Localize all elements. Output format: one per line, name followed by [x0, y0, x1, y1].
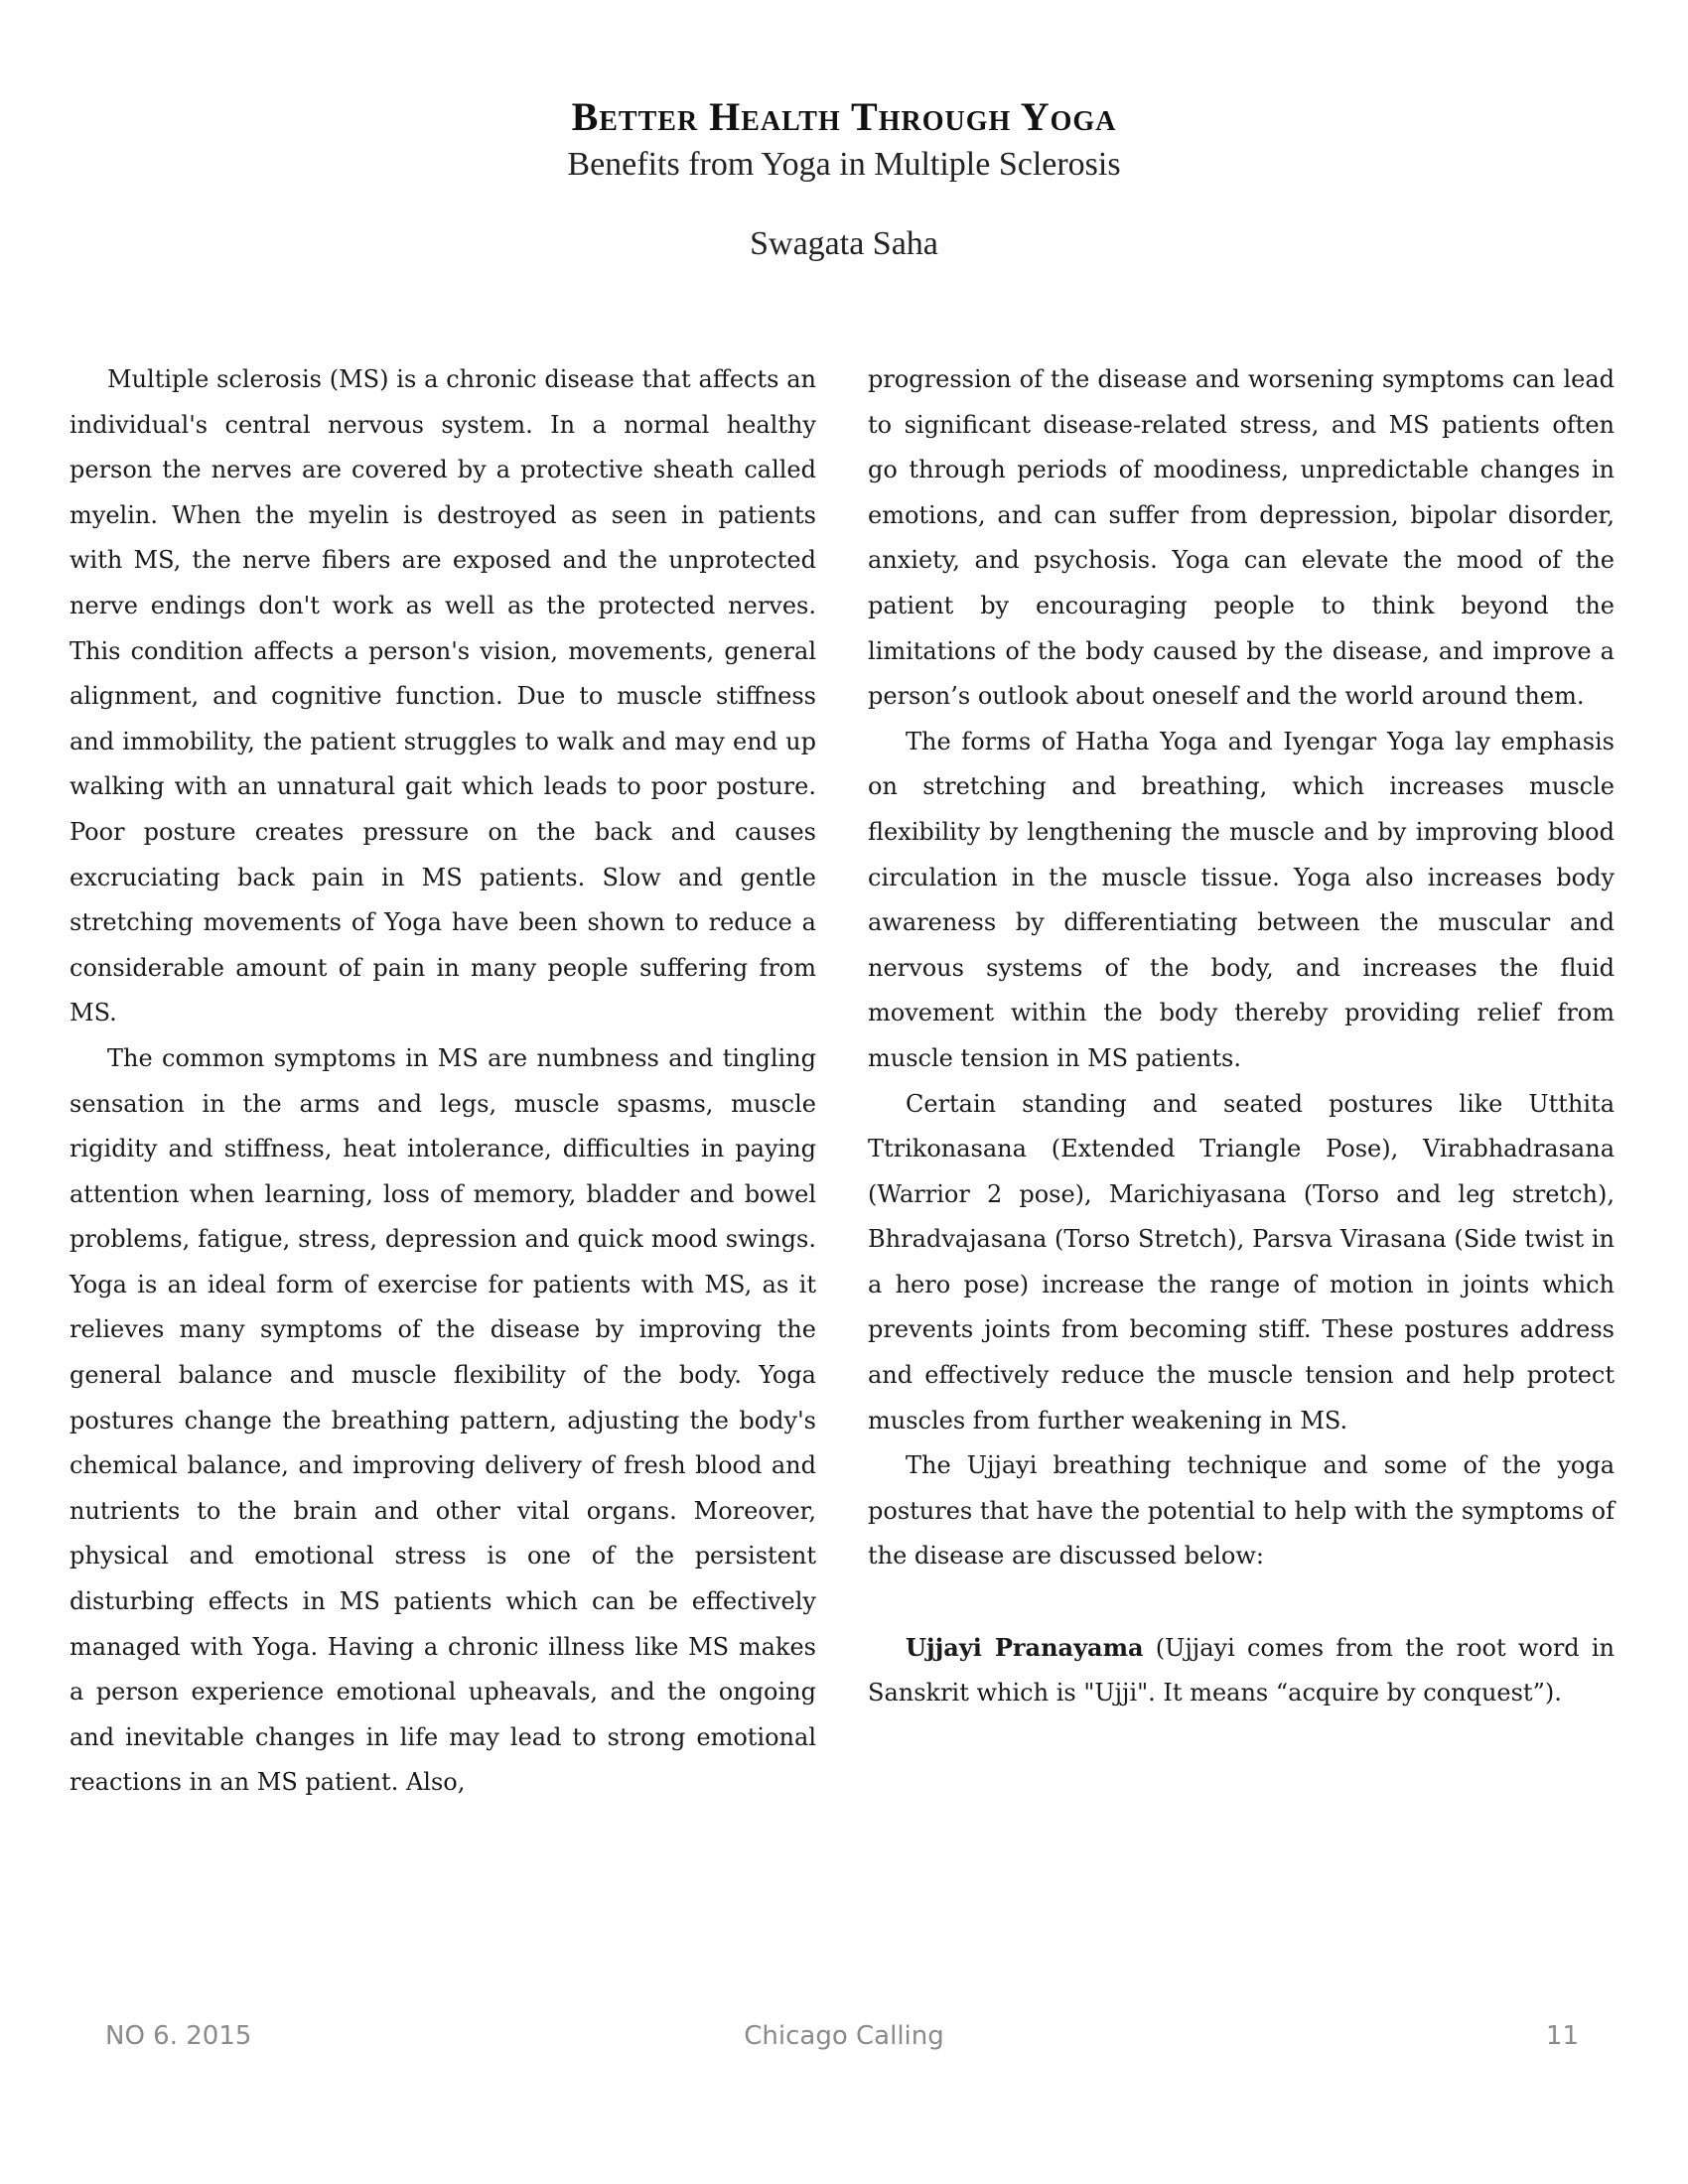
section-term-description: (Ujjayi comes from the root word in Sanskrit which is "Ujji". It means “acquire by conquest”). [868, 1633, 1615, 1707]
paragraph: The Ujjayi breathing technique and some of the yoga postures that have the potential to help with the symptoms of the disease are discussed below: [868, 1451, 1615, 1570]
paragraph: progression of the disease and worsening symptoms can lead to significant disease-related stress, and MS patients often go through periods of moodiness, unpredictable changes in emotions, and can suffer from depression, bipolar disorder, anxiety, and psychosis. Yoga can elevate the mood of the patient by encouraging people to think beyond the limitations of the body caused by the disease, and improve a person’s outlook about oneself and the world around them. [868, 365, 1615, 711]
paragraph: The common symptoms in MS are numbness and tingling sensation in the arms and legs, muscle spasms, muscle rigidity and stiffness, heat intolerance, difficulties in paying attention when learning, loss of memory, bladder and bowel problems, fatigue, stress, depression and quick mood swings. Yoga is an ideal form of exercise for patients with MS, as it relieves many symptoms of the disease by improving the general balance and muscle flexibility of the body. Yoga postures change the breathing pattern, adjusting the body's chemical balance, and improving delivery of fresh blood and nutrients to the brain and other vital organs. Moreover, physical and emotional stress is one of the persistent disturbing effects in MS patients which can be effectively managed with Yoga. Having a chronic illness like MS makes a person experience emotional upheavals, and the ongoing and inevitable changes in life may lead to strong emotional reactions in an MS patient. Also, [70, 1043, 816, 1797]
right-column [868, 357, 1615, 1716]
section-term: Ujjayi Pranayama [906, 1632, 1144, 1662]
publication-name: Chicago Calling [744, 2021, 944, 2051]
paragraph: The forms of Hatha Yoga and Iyengar Yoga lay emphasis on stretching and breathing, which increases muscle flexibility by lengthening the muscle and by improving blood circulation in the muscle tissue. Yoga also increases body awareness by differentiating between the muscular and nervous systems of the body, and increases the fluid movement within the body thereby providing relief from muscle tension in MS patients. [868, 727, 1615, 1072]
article-title: Better Health Through Yoga [571, 94, 1117, 139]
article-subtitle: Benefits from Yoga in Multiple Sclerosis [567, 146, 1121, 183]
article-author: Swagata Saha [750, 225, 938, 262]
left-column [70, 357, 816, 1806]
page-number: 11 [1545, 2021, 1579, 2051]
paragraph: Multiple sclerosis (MS) is a chronic disease that affects an individual's central nervous system. In a normal healthy person the nerves are covered by a protective sheath called myelin. When the myelin is destroyed as seen in patients with MS, the nerve fibers are exposed and the unprotected nerve endings don't work as well as the protected nerves. This condition affects a person's vision, movements, general alignment, and cognitive function. Due to muscle stiffness and immobility, the patient struggles to walk and may end up walking with an unnatural gait which leads to poor posture. Poor posture creates pressure on the back and causes excruciating back pain in MS patients. Slow and gentle stretching movements of Yoga have been shown to reduce a considerable amount of pain in many people suffering from MS. [70, 365, 816, 1027]
article-header [0, 91, 1688, 266]
issue-label: NO 6. 2015 [105, 2021, 252, 2051]
paragraph: Certain standing and seated postures like Utthita Ttrikonasana (Extended Triangle Pose), Virabhadrasana (Warrior 2 pose), Marichiyasana (Torso and leg stretch), Bhradvajasana (Torso Stretch), Parsva Virasana (Side twist in a hero pose) increase the range of motion in joints which prevents joints from becoming stiff. These postures address and effectively reduce the muscle tension and help protect muscles from further weakening in MS. [868, 1089, 1615, 1434]
page-footer [0, 2021, 1688, 2061]
paragraph [868, 1625, 1615, 1716]
